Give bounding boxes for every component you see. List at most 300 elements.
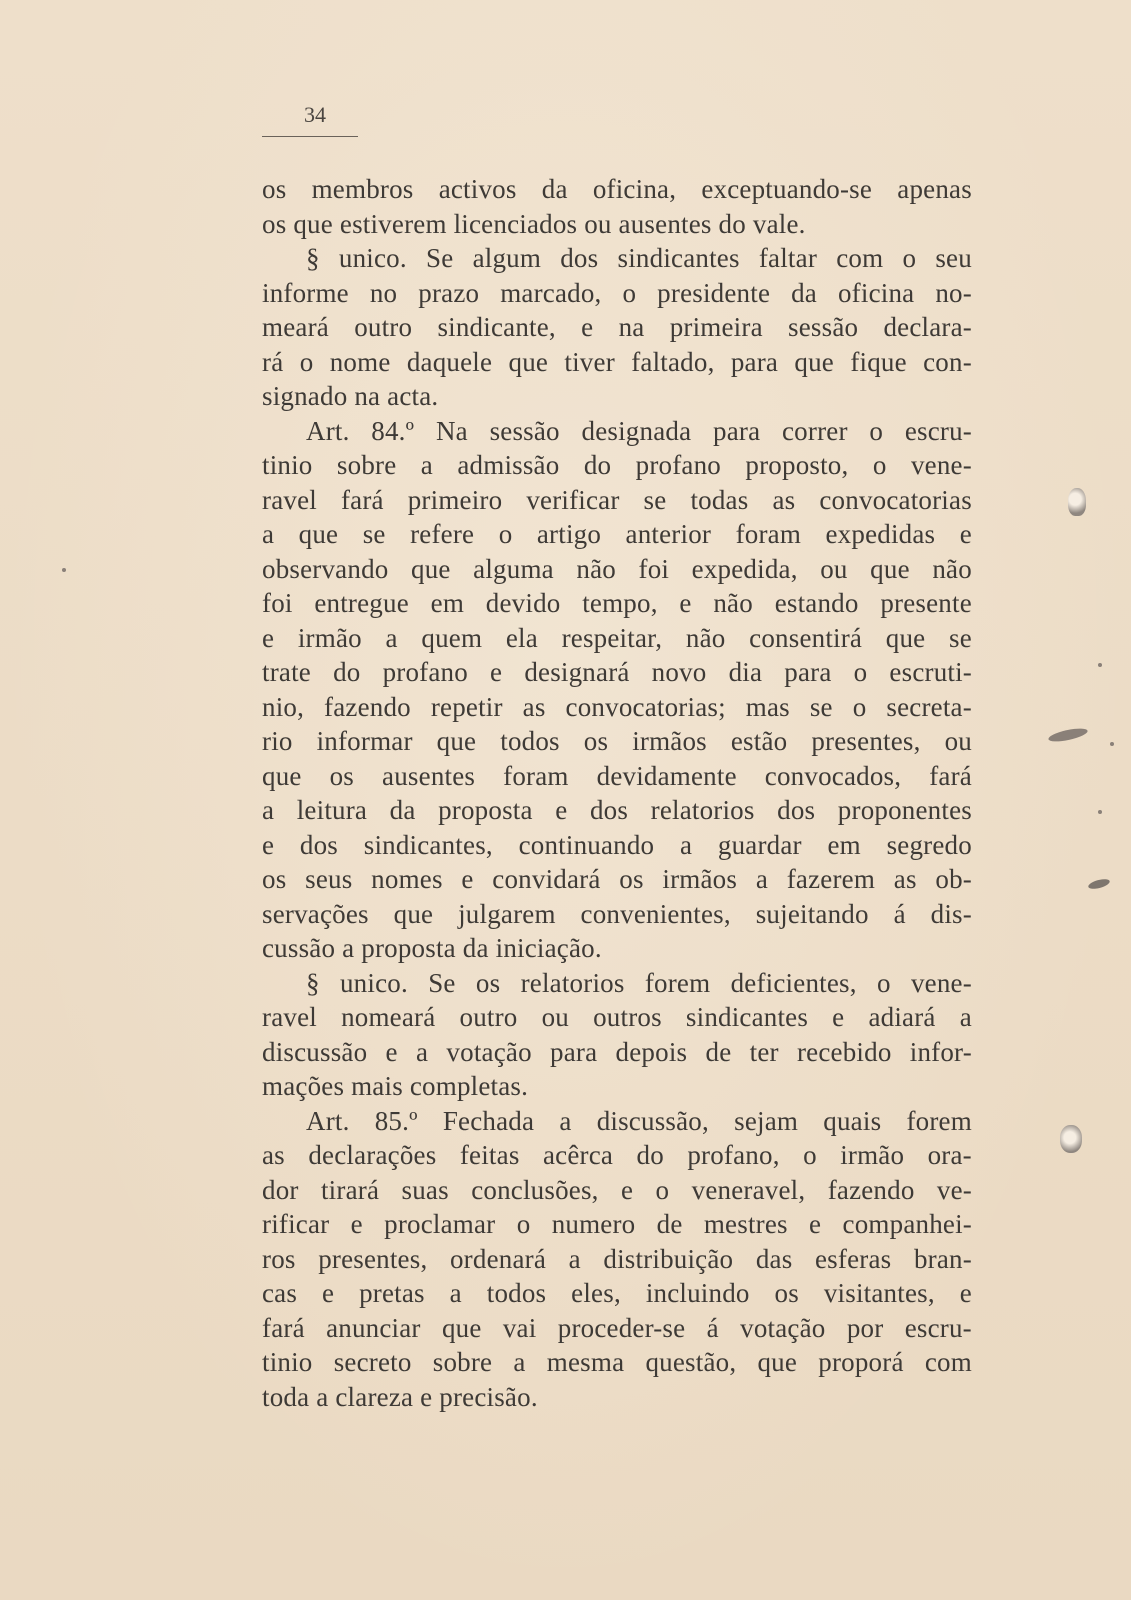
word: rificar — [262, 1209, 330, 1239]
word: continuando — [518, 829, 655, 860]
word: para — [550, 1036, 598, 1067]
word: visitantes, — [823, 1278, 935, 1308]
word: as — [893, 864, 917, 894]
word: Na — [435, 415, 468, 446]
word: no- — [935, 277, 972, 308]
text-line — [262, 1104, 972, 1139]
text-line — [262, 966, 972, 1001]
word: convidará — [492, 864, 601, 894]
word: ou — [541, 1002, 570, 1032]
word: os — [329, 760, 355, 791]
word: consentirá — [749, 622, 863, 653]
word: tinio — [262, 450, 313, 480]
word: o — [902, 243, 917, 273]
word: mas — [745, 691, 790, 722]
word: acêrca — [542, 1140, 614, 1170]
word: sindicantes, — [363, 829, 493, 860]
word: bran- — [913, 1243, 972, 1274]
word: relatorios — [650, 795, 755, 825]
word: prazo — [418, 277, 480, 308]
word: votação — [446, 1036, 532, 1067]
word: profano — [382, 657, 468, 687]
word: a — [262, 519, 275, 549]
word: proposta — [438, 795, 533, 825]
word: Art. — [306, 1105, 350, 1136]
word: cas — [262, 1278, 298, 1308]
word: que — [870, 553, 910, 584]
word: de — [705, 1036, 732, 1067]
word: nome — [329, 346, 391, 377]
word: alguma — [473, 553, 554, 584]
word: para — [713, 415, 761, 446]
word: dos — [777, 795, 816, 825]
word: refere — [410, 519, 475, 549]
word: rá — [262, 346, 284, 377]
word: ravel — [262, 1002, 317, 1032]
word: e — [555, 795, 568, 825]
word: e — [809, 1209, 822, 1239]
word: rio — [262, 726, 293, 756]
word: em — [430, 588, 465, 618]
word: faltado, — [631, 346, 715, 377]
word: e — [959, 519, 972, 549]
word: estando — [774, 588, 859, 618]
word: designará — [524, 657, 630, 687]
word: ou — [820, 553, 848, 584]
word: sindicantes — [617, 243, 740, 273]
word: outros — [593, 1002, 662, 1032]
word: e — [262, 829, 275, 860]
word: declarações — [308, 1140, 437, 1170]
word: correr — [782, 415, 848, 446]
word: o — [655, 1174, 670, 1205]
word: dos — [299, 829, 339, 860]
word: a — [262, 795, 275, 825]
word: que — [508, 346, 549, 377]
word: distribuição — [603, 1243, 734, 1274]
word: as — [522, 691, 546, 722]
text-line — [262, 345, 972, 380]
word: que — [794, 346, 834, 377]
word: Art. — [306, 415, 350, 446]
word: a — [959, 1002, 972, 1032]
word: os — [262, 864, 287, 894]
word: a — [679, 829, 693, 860]
word: o — [498, 519, 513, 549]
word: da — [389, 795, 416, 825]
word: do — [333, 657, 361, 687]
word: quem — [421, 622, 483, 653]
word: em — [827, 829, 861, 860]
text-line — [262, 414, 972, 449]
word: eles, — [571, 1278, 621, 1308]
word: discussão, — [596, 1105, 709, 1136]
word: a — [755, 864, 768, 894]
word: sindicante, — [437, 312, 556, 342]
word: numero — [551, 1209, 636, 1239]
word: convocatorias — [819, 484, 972, 515]
word: do — [636, 1140, 664, 1170]
word: fará — [262, 1312, 305, 1343]
word: meará — [262, 312, 329, 342]
word: marcado, — [500, 277, 602, 308]
text-line — [262, 862, 972, 897]
word: 85.º — [374, 1105, 418, 1136]
word: presentes, — [811, 726, 921, 756]
word: os — [619, 864, 644, 894]
word: questão, — [645, 1347, 737, 1377]
word: não — [685, 622, 726, 653]
ink-smudge-mark — [1047, 726, 1088, 744]
word: seus — [305, 864, 353, 894]
word: que — [262, 760, 302, 791]
text-line — [262, 483, 972, 518]
word: verificar — [526, 484, 620, 515]
text-line — [262, 517, 972, 552]
word: e — [350, 1209, 363, 1239]
word: forem — [644, 967, 711, 998]
word: ravel — [262, 484, 317, 515]
word: relatorios — [520, 967, 625, 998]
word: todas — [690, 484, 749, 515]
word: no — [369, 277, 398, 308]
word: informar — [316, 726, 413, 756]
text-line — [262, 655, 972, 690]
word: sessão — [788, 312, 859, 342]
word: guardar — [717, 829, 802, 860]
word: sujeitando — [755, 898, 869, 929]
text-line — [262, 310, 972, 345]
word: com — [836, 243, 884, 273]
word: que — [436, 726, 477, 756]
word: a — [513, 1347, 526, 1377]
word: e — [959, 1278, 972, 1308]
word: escruti- — [889, 657, 972, 687]
word: nomes — [371, 864, 443, 894]
word: outro — [354, 312, 413, 342]
word: dis- — [930, 898, 972, 929]
word: fazendo — [324, 691, 411, 722]
word: a — [449, 1278, 462, 1308]
binding-hole-mark — [1060, 1125, 1082, 1153]
word: os — [583, 726, 609, 756]
word: irmãos — [662, 864, 738, 894]
word: os — [774, 1278, 799, 1308]
word: observando — [262, 553, 389, 584]
word: proposto, — [745, 450, 849, 480]
word: proporá — [818, 1347, 904, 1377]
word: foi — [638, 553, 670, 584]
word: todos — [486, 1278, 547, 1308]
word: Fechada — [442, 1105, 535, 1136]
word: fará — [929, 760, 972, 791]
text-line: toda a clareza e precisão. — [262, 1381, 538, 1412]
word: que — [393, 898, 434, 929]
word: e — [581, 312, 594, 342]
word: o — [299, 346, 314, 377]
word: irmão — [297, 622, 362, 653]
word: exceptuando-se — [701, 174, 873, 204]
word: e — [321, 1278, 335, 1308]
word: devidamente — [596, 760, 737, 791]
word: ter — [749, 1036, 779, 1067]
text-line — [262, 690, 972, 725]
word: e — [262, 622, 275, 653]
word: companhei- — [842, 1209, 972, 1239]
word: ou — [944, 726, 972, 756]
text-line: signado na acta. — [262, 381, 439, 411]
word: recebido — [796, 1036, 892, 1067]
text-line — [262, 793, 972, 828]
word: e — [620, 1174, 634, 1205]
word: dor — [262, 1174, 299, 1205]
word: a — [385, 622, 398, 653]
word: á — [706, 1312, 719, 1343]
word: devido — [485, 588, 561, 618]
word: a — [420, 450, 433, 480]
word: pretas — [359, 1278, 425, 1308]
word: unico. — [338, 243, 407, 273]
word: con- — [923, 346, 972, 377]
text-line — [262, 1276, 972, 1311]
text-line — [262, 621, 972, 656]
word: nio, — [262, 691, 305, 722]
word: o — [516, 1209, 531, 1239]
word: ordenará — [449, 1243, 547, 1274]
word: os — [475, 967, 501, 998]
text-line — [262, 586, 972, 621]
word: foram — [735, 519, 802, 549]
word: primeiro — [407, 484, 503, 515]
word: convocados, — [764, 760, 902, 791]
ink-smudge-mark — [1087, 877, 1110, 890]
word: que — [885, 622, 926, 653]
word: se — [809, 691, 833, 722]
body-text — [262, 172, 972, 1414]
word: sindicantes — [685, 1002, 809, 1032]
word: que — [411, 553, 451, 584]
word: fazerem — [786, 864, 876, 894]
word: tinio — [262, 1347, 313, 1377]
word: informe — [262, 277, 349, 308]
word: membros — [311, 174, 414, 204]
text-line: os que estiverem licenciados ou ausentes do vale. — [262, 208, 806, 239]
word: não — [576, 553, 616, 584]
word: irmãos — [632, 726, 707, 756]
word: proclamar — [384, 1209, 496, 1239]
text-line — [262, 1345, 972, 1380]
word: quais — [823, 1105, 882, 1136]
word: artigo — [536, 519, 602, 549]
word: mesma — [546, 1347, 625, 1377]
word: foram — [503, 760, 569, 791]
word: das — [755, 1243, 793, 1274]
word: expedida, — [691, 553, 798, 584]
word: votação — [740, 1312, 826, 1343]
text-line — [262, 276, 972, 311]
word: forem — [906, 1105, 972, 1136]
word: se — [362, 519, 386, 549]
word: sobre — [432, 1347, 493, 1377]
text-line: mações mais completas. — [262, 1071, 529, 1101]
word: que — [441, 1312, 482, 1343]
text-line — [262, 897, 972, 932]
word: infor- — [909, 1036, 972, 1067]
word: sobre — [336, 450, 397, 480]
word: os — [262, 174, 287, 204]
word: fará — [340, 484, 384, 515]
word: a — [559, 1105, 572, 1136]
word: o — [803, 1140, 817, 1170]
word: e — [832, 1002, 845, 1032]
word: ela — [505, 622, 538, 653]
word: § — [306, 967, 320, 998]
text-line — [262, 1242, 972, 1277]
text-line — [262, 172, 972, 207]
word: ob- — [935, 864, 972, 894]
word: foi — [262, 588, 293, 618]
word: trate — [262, 657, 311, 687]
word: dos — [560, 243, 599, 273]
word: Se — [428, 967, 456, 998]
word: convenientes, — [580, 898, 731, 929]
word: depois — [615, 1036, 688, 1067]
word: as — [772, 484, 796, 515]
word: respeitar, — [561, 622, 663, 653]
word: repetir — [430, 691, 503, 722]
word: e — [385, 1036, 398, 1067]
word: sejam — [734, 1105, 799, 1136]
text-line — [262, 1035, 972, 1070]
text-line — [262, 241, 972, 276]
word: veneravel, — [691, 1174, 806, 1205]
word: apenas — [897, 174, 972, 204]
word: proponentes — [837, 795, 972, 825]
word: da — [541, 174, 568, 204]
word: § — [306, 243, 320, 273]
word: e — [461, 864, 474, 894]
text-line — [262, 552, 972, 587]
word: admissão — [457, 450, 560, 480]
word: esferas — [815, 1243, 892, 1274]
paper-speck — [1110, 742, 1114, 746]
word: não — [713, 588, 753, 618]
word: tempo, — [582, 588, 658, 618]
word: outro — [459, 1002, 518, 1032]
word: nomeará — [341, 1002, 436, 1032]
word: a — [568, 1243, 581, 1274]
word: irmão — [840, 1140, 905, 1170]
text-line: cussão a proposta da iniciação. — [262, 933, 602, 963]
word: leitura — [296, 795, 368, 825]
word: o — [869, 415, 884, 446]
word: discussão — [262, 1036, 368, 1067]
text-line — [262, 448, 972, 483]
word: o — [872, 450, 887, 480]
word: estão — [730, 726, 788, 756]
word: anterior — [625, 519, 712, 549]
binding-hole-mark — [1068, 488, 1086, 516]
word: activos — [438, 174, 517, 204]
word: presentes, — [318, 1243, 428, 1274]
page-number: 34 — [304, 102, 326, 127]
word: para — [784, 657, 832, 687]
word: vene- — [910, 967, 972, 998]
word: feitas — [459, 1140, 520, 1170]
word: fazendo — [827, 1174, 915, 1205]
word: do — [583, 450, 612, 480]
word: o — [876, 967, 891, 998]
word: ausentes — [382, 760, 476, 791]
word: se — [949, 622, 972, 653]
paper-speck — [1098, 663, 1102, 667]
word: e — [679, 588, 692, 618]
word: declara- — [883, 312, 972, 342]
word: convocatorias; — [565, 691, 726, 722]
text-line — [262, 724, 972, 759]
word: que — [757, 1347, 798, 1377]
word: e — [490, 657, 503, 687]
word: para — [730, 346, 779, 377]
word: designada — [581, 415, 692, 446]
word: profano — [635, 450, 722, 480]
word: com — [924, 1347, 972, 1377]
text-line — [262, 1311, 972, 1346]
word: vene- — [910, 450, 972, 480]
word: por — [846, 1312, 884, 1343]
word: vai — [502, 1312, 537, 1343]
text-line — [262, 1173, 972, 1208]
word: 84.º — [371, 415, 415, 446]
word: daquele — [406, 346, 493, 377]
word: presidente — [657, 277, 771, 308]
word: na — [618, 312, 645, 342]
word: Se — [425, 243, 454, 273]
word: novo — [651, 657, 707, 687]
word: se — [643, 484, 667, 515]
word: as — [262, 1140, 285, 1170]
word: oficina, — [592, 174, 677, 204]
word: primeira — [669, 312, 763, 342]
word: incluindo — [645, 1278, 750, 1308]
word: profano, — [687, 1140, 780, 1170]
word: mestres — [703, 1209, 788, 1239]
word: secreto — [333, 1347, 412, 1377]
word: ora- — [927, 1140, 972, 1170]
word: anunciar — [326, 1312, 421, 1343]
word: escru- — [904, 415, 972, 446]
word: conclusões, — [471, 1174, 599, 1205]
word: o — [622, 277, 637, 308]
word: suas — [401, 1174, 449, 1205]
word: seu — [935, 243, 972, 273]
word: que — [298, 519, 339, 549]
paper-speck — [1098, 810, 1102, 814]
word: algum — [472, 243, 542, 273]
word: dos — [589, 795, 629, 825]
word: o — [853, 657, 868, 687]
text-line — [262, 1138, 972, 1173]
word: fique — [850, 346, 907, 377]
text-line — [262, 828, 972, 863]
word: sessão — [489, 415, 560, 446]
word: á — [893, 898, 906, 929]
word: tirará — [320, 1174, 380, 1205]
paper-speck — [62, 568, 66, 572]
text-line — [262, 1000, 972, 1035]
word: expedidas — [825, 519, 936, 549]
word: julgarem — [458, 898, 556, 929]
